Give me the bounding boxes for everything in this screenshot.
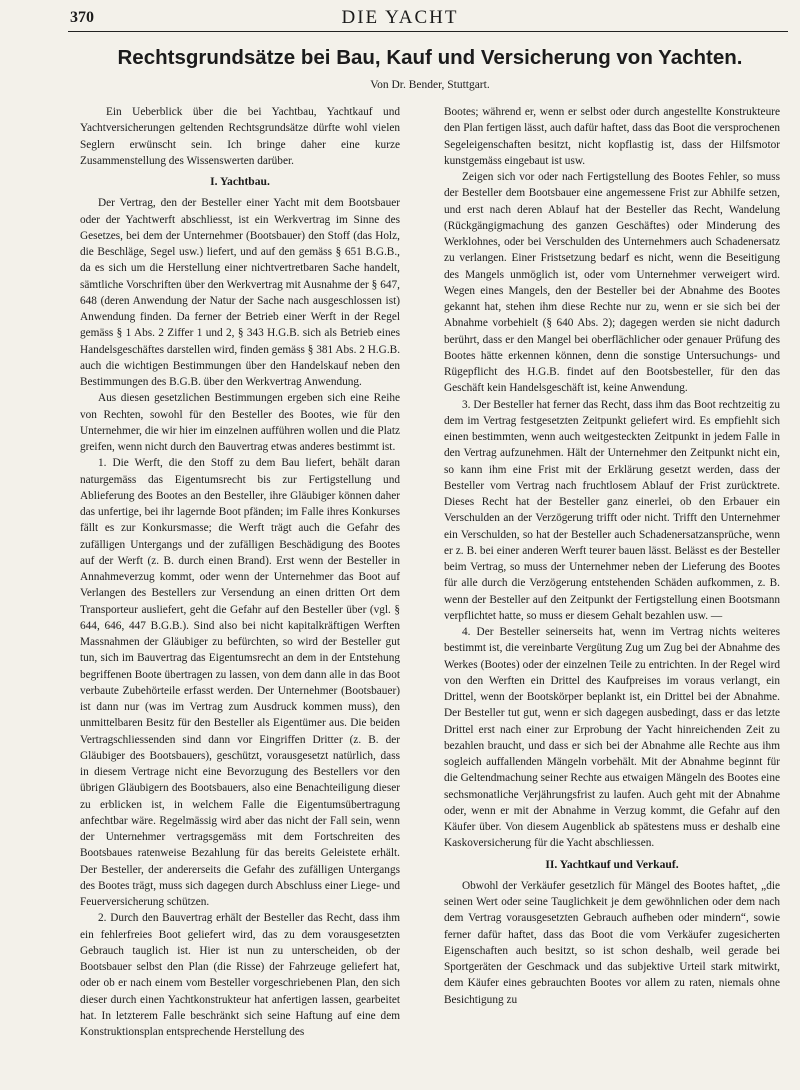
paragraph: Zeigen sich vor oder nach Fertigstellung des Bootes Fehler, so muss der Besteller dem Bootsbauer eine angemessene Frist zur Abhilfe setzen, und erst nach deren Ablauf hat der Besteller das Recht, Wandelung (Rückgängigmachung des ganzen Geschäftes) oder Minderung des Werklohnes, oder bei Verschulden des Unternehmers auch Schadenersatz zu verlangen. Einer Fristsetzung bedarf es nicht, wenn die Beseitigung des Mangels unmöglich ist, oder vom Unternehmer verweigert wird. Wegen eines Mangels, den der Besteller bei der Abnahme des Bootes gekannt hat, stehen ihm diese Rechte nur zu, wenn er sie sich bei der Abnahme vorbehielt (§ 640 Abs. 2); dagegen werden sie nicht dadurch berührt, dass er den Mangel bei oberflächlicher oder genauer Prüfung des Bootes hätte erkennen können, denn die sonstige Untersuchungs- und Rügepflicht des H.G.B. findet auf den Bootsbesteller, für den das Geschäft kein Handelsgeschäft ist, keine Anwendung. [444, 171, 780, 395]
paragraph: 2. Durch den Bauvertrag erhält der Besteller das Recht, dass ihm ein fehlerfreies Boot geliefert wird, das zu dem vorausgesetzten Gebrauch tauglich ist. Hier ist nun zu unterscheiden, ob der Bootsbauer selbst den Plan (die Risse) der Fahrzeuge geliefert hat, oder ob er nach einem vom Besteller vorgeschriebenen Plan, den sich dieser durch einen Yachtkonstrukteur hat anfertigen lassen, gearbeitet hat. In letzterem Falle beschränkt sich seine Haftung auf eine dem Konstruktionsplan entsprechende Herstellung des [80, 912, 400, 1038]
right-column [444, 104, 780, 1008]
page-number: 370 [70, 9, 94, 26]
section-heading-yachtkauf: II. Yachtkauf und Verkauf. [545, 857, 679, 871]
left-column [80, 104, 400, 1040]
intro-paragraph: Ein Ueberblick über die bei Yachtbau, Yachtkauf und Yachtversicherungen geltenden Rechtsgrundsätze dürfte wohl vielen Seglern erwünscht sein. Ich bringe daher eine kurze Zusammenstellung des Wissenswerten darüber. [80, 106, 400, 167]
article-author: Von Dr. Bender, Stuttgart. [370, 79, 490, 91]
paragraph: Der Vertrag, den der Besteller einer Yacht mit dem Bootsbauer oder der Yachtwerft abschliesst, ist ein Werkvertrag im Sinne des Gesetzes, bei dem der Unternehmer (Bootsbauer) den Stoff (das Holz, die Beschläge, Segel usw.) liefert, und auf den gemäss § 651 B.G.B., da es sich um die Herstellung einer nichtvertretbaren Sache handelt, sämtliche Vorschriften über den Werkvertrag mit Ausnahme der § 647, 648 (deren Anwendung der Natur der Sache nach ausgeschlossen ist) Anwendung finden. Da ferner der Betrieb einer Werft in der Regel gemäss § 1 Abs. 2 Ziffer 1 und 2, § 343 H.G.B. sich als Betrieb eines Handelsgeschäftes darstellen wird, finden gemäss § 381 Abs. 2 H.G.B. auch die wichtigen Bestimmungen über den Handelskauf neben den Bestimmungen des B.G.B. über den Werkvertrag Anwendung. [80, 197, 401, 388]
paragraph: 4. Der Besteller seinerseits hat, wenn im Vertrag nichts weiteres bestimmt ist, die vereinbarte Vergütung Zug um Zug bei der Abnahme des Werkes (Bootes) oder der einzelnen Teile zu entrichten. In der Regel wird von den Werften ein Drittel des Kaufpreises im voraus verlangt, ein Drittel, wenn der Bootskörper beplankt ist, ein Drittel bei der Abnahme. Der Besteller tut gut, wenn er sich dagegen ausbedingt, dass er das letzte Drittel erst nach einer zur Erprobung der Yacht hinreichenden Zeit zu bezahlen braucht, und dass er sich bei der Abnahme alle Rechte aus ihm sogleich auffallenden Mängeln vorbehält. Mit der Abnahme beginnt für die Geltendmachung seiner Rechte aus etwaigen Mängeln des Bootes eine sechsmonatliche Verjährungsfrist zu laufen. Auch geht mit der Abnahme oder, wenn er mit der Abnahme in Verzug kommt, die Gefahr auf den Käufer über. Von diesem Augenblick ab spätestens muss er deshalb eine Kaskoversicherung für die Yacht abschliessen. [444, 626, 780, 850]
paragraph: Aus diesen gesetzlichen Bestimmungen ergeben sich eine Reihe von Rechten, sowohl für den Besteller des Bootes, wie für den Unternehmer, die wir hier im einzelnen aufführen wollen und die Platz greifen, wenn nicht durch den Bauvertrag etwas anderes bestimmt ist. [80, 392, 400, 453]
running-title: DIE YACHT [341, 7, 459, 28]
paragraph: Obwohl der Verkäufer gesetzlich für Mängel des Bootes haftet, „die seinen Wert oder seine Tauglichkeit je dem gewöhnlichen oder dem nach dem Vertrag vorausgesetzten Gebrauch aufheben oder mindern“, sowie ferner dafür haftet, dass das Boot die vom Verkäufer zugesicherten Eigenschaften auch besitzt, so ist schon deshalb, weil gerade bei Sportgeräten der Geschmack und das subjektive Urteil stark mitwirkt, dem Käufer eines gebrauchten Bootes vor allem zu raten, niemals ohne Besichtigung zu [444, 879, 780, 1006]
paragraph: 3. Der Besteller hat ferner das Recht, dass ihm das Boot rechtzeitig zu dem im Vertrag festgesetzten Zeitpunkt geliefert wird. Es empfiehlt sich einen bestimmten, wenn auch weitgesteckten Zeitpunkt in jedem Falle in den Vertrag aufzunehmen. Hält der Unternehmer den Zeitpunkt nicht ein, so kann ihm eine Frist mit der Erklärung gesetzt werden, dass der Besteller vom Vertrag nach fruchtlosem Ablauf der Frist zurücktrete. Dieses Recht hat der Besteller ganz einerlei, ob den Erbauer ein Verschulden an der Verzögerung trifft oder nicht. Trifft den Unternehmer ein Verschulden, so hat der Besteller auch Schadenersatzansprüche, wenn er z. B. bei einer anderen Werft teurer bauen lässt. Belässt es der Besteller beim Vertrag, so muss der Unternehmer neben der Lieferung des Bootes für alle durch die Verzögerung entstehenden Schäden aufkommen, z. B. wenn der Besteller auf den Zeitpunkt der Fertigstellung einen Bootsmann verpflichtet hatte, so muss er diesem Gehalt bezahlen usw. — [444, 398, 780, 622]
article-title: Rechtsgrundsätze bei Bau, Kauf und Versicherung von Yachten. [117, 46, 743, 69]
header-rule [68, 31, 788, 32]
section-heading-yachtbau: I. Yachtbau. [210, 175, 270, 188]
paragraph: Bootes; während er, wenn er selbst oder durch angestellte Konstrukteure den Plan fertigen lässt, auch dafür haftet, dass das Boot die versprochenen Segeleigenschaften besitzt, nicht kopflastig ist, dass der Hilfsmotor kunstgemäss eingebaut ist usw. [444, 106, 780, 167]
paragraph: 1. Die Werft, die den Stoff zu dem Bau liefert, behält daran naturgemäss das Eigentumsrecht bis zur Fertigstellung und Ablieferung des Bootes an den Besteller, ihre Gläubiger können daher das unfertige, bei ihr lagernde Boot pfänden; im Falle ihres Konkurses fällt es zur Konkursmasse; die Werft trägt auch die Gefahr des zufälligen Untergangs und der zufälligen Beschädigung des Bootes auf der Werft (z. B. durch einen Brand). Erst wenn der Besteller in Annahmeverzug kommt, oder wenn der Unternehmer das Boot auf Verlangen des Bestellers zur Versendung an einen dritten Ort dem Transporteur ausliefert, geht die Gefahr auf den Besteller über (vgl. § 644, 646, 447 B.G.B.). Sind also bei nicht kapitalkräftigen Werften Massnahmen der Gläubiger zu befürchten, so wird der Besteller gut tun, sich im Bauvertrag das Eigentumsrecht an dem in der Entstehung begriffenen Boote übertragen zu lassen, von dem dann alle in das Boot verbaute Zubehörteile erfasst werden. Der Unternehmer (Bootsbauer) ist dann nur (was im Vertrag zum Ausdruck kommen muss), den unmittelbaren Besitz für den Besteller als Eigentümer aus. Die beiden Vertragschliessenden sind dann vor Eingriffen Dritter (z. B. der Gläubiger des Bootsbauers), geschützt, vorausgesetzt natürlich, dass in diesem Vertrage nicht eine Bevorzugung des Bestellers vor den übrigen Gläubigern des Bootsbauers, also eine Benachteiligung dieser zu erblicken ist, in welchem Falle die Eigentumsübertragung anfechtbar wäre. Regelmässig wird aber das nicht der Fall sein, wenn der Unternehmer vertragsgemäss mit dem Fortschreiten des Bootsbaues ratenweise Bezahlung für das bereits Geleistete erhält. Der Besteller, der andererseits die Gefahr des zufälligen Untergangs des Bootes trägt, muss sich dagegen durch Abschluss einer Liege- und Feuerversicherung schützen. [80, 457, 400, 908]
